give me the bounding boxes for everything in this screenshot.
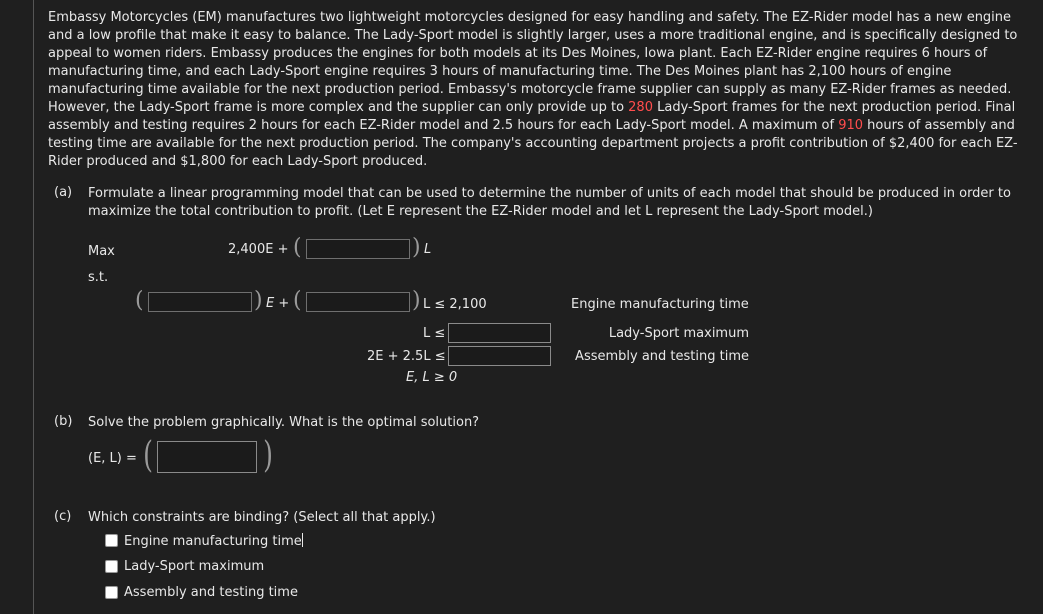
part-b-label: (b)	[54, 414, 73, 429]
part-a-text: Formulate a linear programming model that can be used to determine the number of units of each model that should be produced in order to maximize the total contribution to profit. (Let E represent the EZ-Rider model and let L represent the Lady-Sport model.)	[88, 186, 1011, 219]
st-label: s.t.	[88, 270, 109, 285]
constraint3-name: Assembly and testing time	[575, 349, 749, 364]
paren-open: (	[143, 435, 153, 476]
part-b-text: Solve the problem graphically. What is the optimal solution?	[88, 415, 480, 430]
part-c-label: (c)	[54, 509, 72, 524]
max-label: Max	[88, 244, 115, 259]
frame-limit-value: 280	[628, 100, 653, 115]
el-label: (E, L) =	[88, 451, 137, 466]
lady-sport-max-input[interactable]	[448, 323, 551, 343]
text-caret	[302, 533, 303, 547]
paren-close: )	[254, 288, 263, 313]
constraint1-rhs: L ≤ 2,100	[423, 297, 487, 312]
assembly-max-input[interactable]	[448, 346, 551, 366]
checkbox-lady-sport-maximum[interactable]	[105, 560, 118, 573]
paren-close: )	[263, 435, 273, 476]
constraint2-name: Lady-Sport maximum	[608, 326, 749, 341]
paren-open: (	[135, 288, 144, 313]
part-a-label: (a)	[54, 185, 73, 200]
constraint2-lhs: L ≤	[423, 326, 446, 341]
problem-text-1: Embassy Motorcycles (EM) manufactures two lightweight motorcycles designed for easy handling and safety. The EZ-Rider model has a new engine and a low profile that make it easy to balance. The Lady-Sport model is slightly larger, uses a more traditional engine, and is specifically designed to appeal to women riders. Embassy produces the engines for both models at its Des Moines, Iowa plant. Each EZ-Rider engine requires 6 hours of manufacturing time, and each Lady-Sport engine requires 3 hours of manufacturing time. The Des Moines plant has 2,100 hours of engine manufacturing time available for the next production period. Embassy's motorcycle frame supplier can supply as many EZ-Rider frames as needed. However, the Lady-Sport frame is more complex and the supplier can only provide up to	[48, 10, 1018, 115]
objective-prefix: 2,400E +	[228, 242, 289, 257]
paren-open: (	[293, 235, 302, 260]
nonnegativity: E, L ≥ 0	[406, 370, 458, 385]
paren-open: (	[293, 288, 302, 313]
option-assembly-testing[interactable]: Assembly and testing time	[124, 585, 298, 600]
question-panel	[33, 0, 1043, 614]
checkbox-assembly-testing[interactable]	[105, 586, 118, 599]
objective-l-coefficient-input[interactable]	[306, 239, 410, 259]
problem-text-2: Lady-Sport frames for the next production period. Final assembly and testing requires 2 hours for each EZ-Rider model and 2.5 hours for each Lady-Sport model. A maximum of	[48, 100, 1016, 133]
option-lady-sport-maximum[interactable]: Lady-Sport maximum	[124, 559, 265, 574]
part-c-text: Which constraints are binding? (Select all that apply.)	[88, 510, 436, 525]
engine-e-coefficient-input[interactable]	[148, 292, 252, 312]
constraint1-mid: E +	[266, 296, 290, 311]
paren-close: )	[412, 235, 421, 260]
objective-suffix: L	[424, 242, 432, 257]
constraint3-lhs: 2E + 2.5L ≤	[367, 349, 446, 364]
checkbox-engine-manufacturing[interactable]	[105, 534, 118, 547]
paren-close: )	[412, 288, 421, 313]
constraint1-name: Engine manufacturing time	[571, 297, 749, 312]
problem-text-3: hours of assembly and testing time are available for the next production period. The company's accounting department projects a profit contribution of $2,400 for each EZ-Rider produced and $1,800 for each Lady-Sport produced.	[48, 118, 1018, 169]
engine-l-coefficient-input[interactable]	[306, 292, 410, 312]
problem-statement	[48, 9, 1033, 171]
optimal-solution-input[interactable]	[157, 441, 257, 473]
option-engine-manufacturing[interactable]: Engine manufacturing time	[124, 534, 302, 549]
assembly-limit-value: 910	[838, 118, 864, 133]
